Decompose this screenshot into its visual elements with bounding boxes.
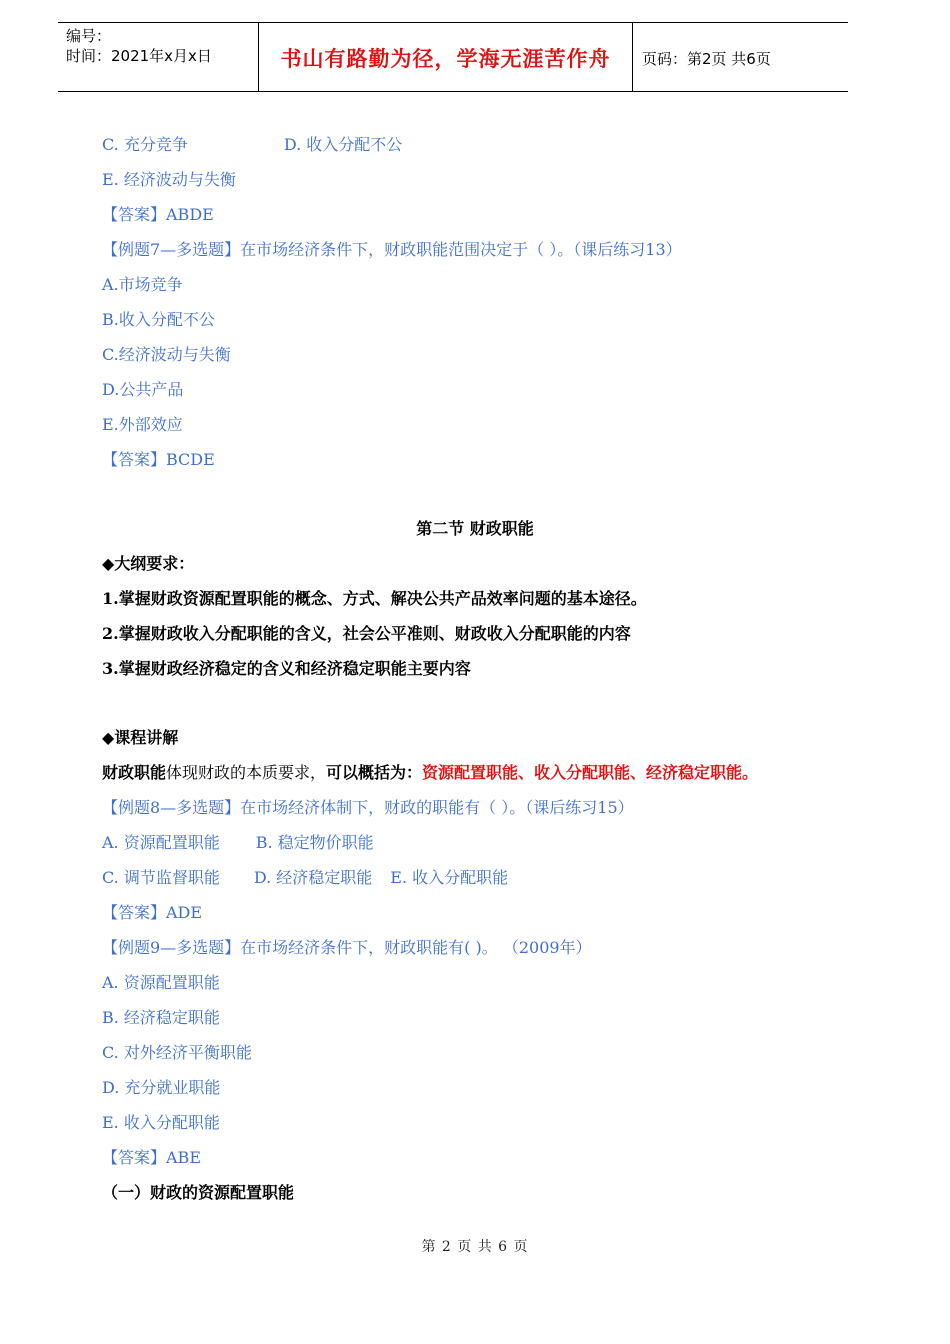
q8-options-row-2 [102, 865, 508, 888]
option-d: D. 收入分配不公 [283, 135, 403, 154]
q7-option-c: C.经济波动与失衡 [102, 345, 231, 364]
q7-option-b: B.收入分配不公 [102, 310, 215, 329]
q9-option-a: A. 资源配置职能 [102, 973, 220, 992]
q7-option-d: D.公共产品 [102, 380, 184, 399]
option-e: E. 经济波动与失衡 [102, 170, 236, 189]
question-9: 【例题9—多选题】在市场经济条件下，财政职能有( )。 （2009年） [102, 938, 592, 957]
outline-item-2: 2.掌握财政收入分配职能的含义，社会公平准则、财政收入分配职能的内容 [102, 624, 631, 643]
intro-functions: 资源配置职能、收入分配职能、经济稳定职能。 [422, 763, 759, 782]
answer: 【答案】ABDE [102, 205, 214, 224]
q8-option-c: C. 调节监督职能 [102, 868, 220, 887]
serial-label: 编号： [66, 27, 112, 45]
q9-option-b: B. 经济稳定职能 [102, 1008, 220, 1027]
q9-answer: 【答案】ABE [102, 1148, 201, 1167]
outline-item-1: 1.掌握财政资源配置职能的概念、方式、解决公共产品效率问题的基本途径。 [102, 589, 647, 608]
header-motto: 书山有路勤为径，学海无涯苦作舟 [280, 46, 611, 71]
intro-summary-label: 可以概括为： [326, 763, 423, 782]
q8-option-b: B. 稳定物价职能 [255, 833, 374, 852]
q8-option-d: D. 经济稳定职能 [253, 868, 373, 887]
header-divider [632, 23, 633, 91]
outline-heading: ◆大纲要求： [102, 554, 195, 573]
header-meta [66, 26, 212, 66]
time-label: 时间：2021年x月x日 [66, 47, 212, 65]
q7-option-e: E.外部效应 [102, 415, 183, 434]
q7-option-a: A.市场竞争 [102, 275, 183, 294]
option-c: C. 充分竞争 [102, 135, 188, 154]
question-8: 【例题8—多选题】在市场经济体制下，财政的职能有（ ）。（课后练习15） [102, 798, 634, 817]
q9-option-e: E. 收入分配职能 [102, 1113, 220, 1132]
q9-option-c: C. 对外经济平衡职能 [102, 1043, 252, 1062]
question-7: 【例题7—多选题】在市场经济条件下，财政职能范围决定于（ ）。（课后练习13） [102, 240, 682, 259]
q9-option-d: D. 充分就业职能 [102, 1078, 221, 1097]
header-page-label: 页码：第2页 共6页 [642, 50, 771, 68]
outline-item-3: 3.掌握财政经济稳定的含义和经济稳定职能主要内容 [102, 659, 471, 678]
q8-options-row-1 [102, 830, 374, 853]
lecture-heading: ◆课程讲解 [102, 728, 179, 747]
page-header [58, 22, 848, 92]
option-line [102, 132, 402, 155]
subsection-title: （一）财政的资源配置职能 [102, 1183, 295, 1202]
q8-option-a: A. 资源配置职能 [102, 833, 220, 852]
intro-text: 体现财政的本质要求， [166, 763, 327, 782]
intro-term: 财政职能 [102, 763, 167, 782]
page-footer: 第 2 页 共 6 页 [421, 1239, 529, 1255]
intro-paragraph [102, 760, 758, 783]
section-title: 第二节 财政职能 [416, 519, 534, 538]
q7-answer: 【答案】BCDE [102, 450, 215, 469]
q8-answer: 【答案】ADE [102, 903, 203, 922]
q8-option-e: E. 收入分配职能 [390, 868, 509, 887]
